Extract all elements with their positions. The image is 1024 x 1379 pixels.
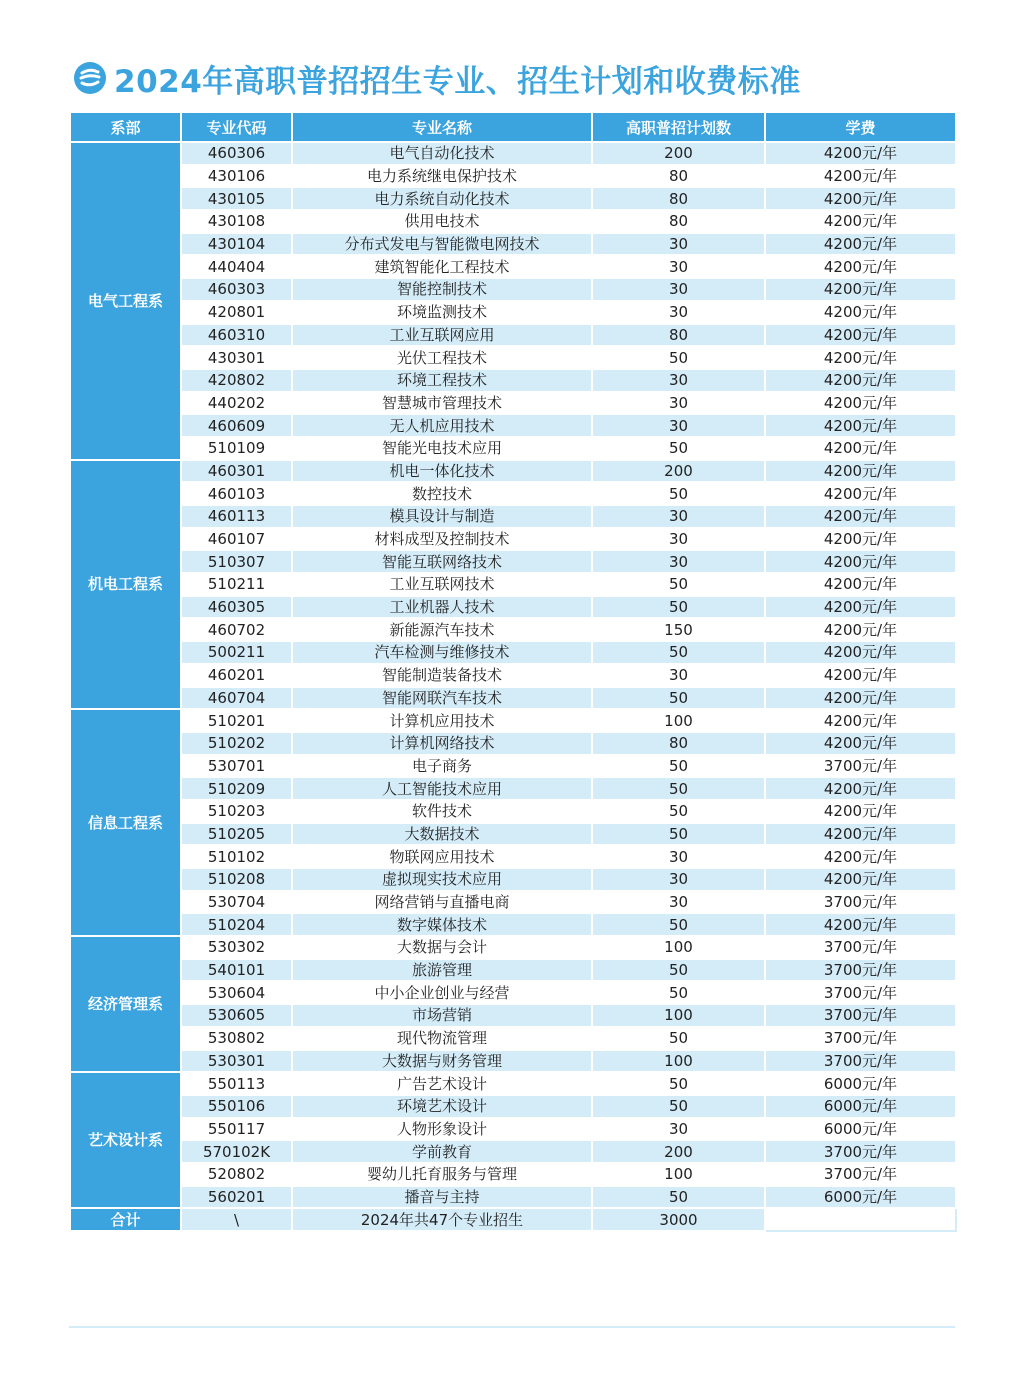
major-code-cell: 530605 xyxy=(181,1004,292,1027)
plan-count-cell: 100 xyxy=(592,1004,765,1027)
header-department: 系部 xyxy=(70,112,181,142)
tuition-cell: 4200元/年 xyxy=(765,777,956,800)
major-code-cell: 460201 xyxy=(181,664,292,687)
table-row xyxy=(70,550,956,573)
table-row xyxy=(70,1095,956,1118)
major-name-cell: 大数据与财务管理 xyxy=(292,1050,592,1073)
major-name-cell: 新能源汽车技术 xyxy=(292,618,592,641)
major-code-cell: 420801 xyxy=(181,301,292,324)
table-row xyxy=(70,278,956,301)
major-code-cell: 460103 xyxy=(181,482,292,505)
major-code-cell: 430108 xyxy=(181,210,292,233)
plan-count-cell: 30 xyxy=(592,301,765,324)
table-body xyxy=(70,142,956,1231)
major-code-cell: 430106 xyxy=(181,165,292,188)
tuition-cell: 4200元/年 xyxy=(765,369,956,392)
plan-count-cell: 30 xyxy=(592,550,765,573)
plan-count-cell: 100 xyxy=(592,1163,765,1186)
plan-count-cell: 80 xyxy=(592,732,765,755)
table-row xyxy=(70,414,956,437)
major-code-cell: 510211 xyxy=(181,573,292,596)
major-code-cell: 440404 xyxy=(181,255,292,278)
plan-count-cell: 80 xyxy=(592,210,765,233)
major-name-cell: 大数据技术 xyxy=(292,823,592,846)
table-row xyxy=(70,777,956,800)
major-code-cell: 460305 xyxy=(181,596,292,619)
major-name-cell: 物联网应用技术 xyxy=(292,845,592,868)
major-name-cell: 婴幼儿托育服务与管理 xyxy=(292,1163,592,1186)
total-summary-cell: 2024年共47个专业招生 xyxy=(292,1208,592,1231)
tuition-cell: 4200元/年 xyxy=(765,392,956,415)
major-name-cell: 工业互联网应用 xyxy=(292,324,592,347)
major-name-cell: 材料成型及控制技术 xyxy=(292,528,592,551)
major-code-cell: 510202 xyxy=(181,732,292,755)
table-row xyxy=(70,687,956,710)
plan-count-cell: 30 xyxy=(592,1118,765,1141)
total-label-cell: 合计 xyxy=(70,1208,181,1231)
tuition-cell: 4200元/年 xyxy=(765,233,956,256)
plan-count-cell: 200 xyxy=(592,460,765,483)
tuition-cell: 4200元/年 xyxy=(765,687,956,710)
table-row xyxy=(70,505,956,528)
tuition-cell: 4200元/年 xyxy=(765,346,956,369)
major-code-cell: 460301 xyxy=(181,460,292,483)
tuition-cell: 3700元/年 xyxy=(765,891,956,914)
plan-count-cell: 50 xyxy=(592,755,765,778)
major-name-cell: 数控技术 xyxy=(292,482,592,505)
table-row xyxy=(70,1140,956,1163)
department-name-cell: 信息工程系 xyxy=(70,709,181,936)
table-row xyxy=(70,732,956,755)
major-code-cell: 510204 xyxy=(181,913,292,936)
table-row xyxy=(70,437,956,460)
plan-count-cell: 80 xyxy=(592,324,765,347)
tuition-cell: 4200元/年 xyxy=(765,845,956,868)
tuition-cell: 4200元/年 xyxy=(765,618,956,641)
plan-count-cell: 30 xyxy=(592,233,765,256)
tuition-cell: 4200元/年 xyxy=(765,142,956,165)
major-code-cell: 510209 xyxy=(181,777,292,800)
major-code-cell: 460704 xyxy=(181,687,292,710)
plan-count-cell: 30 xyxy=(592,392,765,415)
plan-count-cell: 30 xyxy=(592,891,765,914)
major-code-cell: 550106 xyxy=(181,1095,292,1118)
major-code-cell: 510102 xyxy=(181,845,292,868)
plan-count-cell: 80 xyxy=(592,187,765,210)
major-code-cell: 460310 xyxy=(181,324,292,347)
table-row xyxy=(70,709,956,732)
tuition-cell: 4200元/年 xyxy=(765,732,956,755)
major-name-cell: 人工智能技术应用 xyxy=(292,777,592,800)
plan-count-cell: 50 xyxy=(592,777,765,800)
plan-count-cell: 30 xyxy=(592,845,765,868)
major-name-cell: 分布式发电与智能微电网技术 xyxy=(292,233,592,256)
table-row xyxy=(70,369,956,392)
major-name-cell: 无人机应用技术 xyxy=(292,414,592,437)
tuition-cell: 4200元/年 xyxy=(765,800,956,823)
plan-count-cell: 30 xyxy=(592,664,765,687)
tuition-cell: 4200元/年 xyxy=(765,255,956,278)
table-row xyxy=(70,596,956,619)
table-row xyxy=(70,1118,956,1141)
major-name-cell: 人物形象设计 xyxy=(292,1118,592,1141)
major-name-cell: 智能网联汽车技术 xyxy=(292,687,592,710)
page-title-bar xyxy=(74,52,801,104)
tuition-cell: 4200元/年 xyxy=(765,573,956,596)
major-name-cell: 环境监测技术 xyxy=(292,301,592,324)
table-row xyxy=(70,165,956,188)
plan-count-cell: 50 xyxy=(592,1186,765,1209)
table-row xyxy=(70,482,956,505)
major-name-cell: 数字媒体技术 xyxy=(292,913,592,936)
table-row xyxy=(70,959,956,982)
tuition-cell: 4200元/年 xyxy=(765,278,956,301)
tuition-cell: 3700元/年 xyxy=(765,1050,956,1073)
table-row xyxy=(70,1004,956,1027)
table-row xyxy=(70,301,956,324)
table-row xyxy=(70,891,956,914)
major-code-cell: 430104 xyxy=(181,233,292,256)
table-row xyxy=(70,187,956,210)
major-name-cell: 中小企业创业与经营 xyxy=(292,981,592,1004)
plan-count-cell: 50 xyxy=(592,573,765,596)
tuition-cell: 4200元/年 xyxy=(765,550,956,573)
plan-count-cell: 50 xyxy=(592,437,765,460)
major-name-cell: 环境艺术设计 xyxy=(292,1095,592,1118)
table-header-row xyxy=(70,112,956,142)
plan-count-cell: 50 xyxy=(592,1095,765,1118)
plan-count-cell: 50 xyxy=(592,823,765,846)
table-row xyxy=(70,936,956,959)
major-code-cell: 500211 xyxy=(181,641,292,664)
tuition-cell: 3700元/年 xyxy=(765,936,956,959)
table-row xyxy=(70,845,956,868)
table-row xyxy=(70,1050,956,1073)
major-code-cell: 430301 xyxy=(181,346,292,369)
department-name-cell: 机电工程系 xyxy=(70,460,181,710)
major-name-cell: 电力系统自动化技术 xyxy=(292,187,592,210)
tuition-cell: 3700元/年 xyxy=(765,1140,956,1163)
plan-count-cell: 50 xyxy=(592,959,765,982)
plan-count-cell: 30 xyxy=(592,369,765,392)
tuition-cell: 4200元/年 xyxy=(765,709,956,732)
tuition-cell: 4200元/年 xyxy=(765,641,956,664)
tuition-cell: 4200元/年 xyxy=(765,596,956,619)
plan-count-cell: 30 xyxy=(592,528,765,551)
major-code-cell: 420802 xyxy=(181,369,292,392)
plan-count-cell: 200 xyxy=(592,1140,765,1163)
major-name-cell: 模具设计与制造 xyxy=(292,505,592,528)
major-name-cell: 现代物流管理 xyxy=(292,1027,592,1050)
major-code-cell: 510203 xyxy=(181,800,292,823)
major-name-cell: 计算机应用技术 xyxy=(292,709,592,732)
major-code-cell: 570102K xyxy=(181,1140,292,1163)
table-row xyxy=(70,823,956,846)
plan-count-cell: 50 xyxy=(592,1072,765,1095)
table-row xyxy=(70,981,956,1004)
total-count-cell: 3000 xyxy=(592,1208,765,1231)
plan-count-cell: 30 xyxy=(592,505,765,528)
tuition-cell: 4200元/年 xyxy=(765,437,956,460)
major-name-cell: 智能互联网络技术 xyxy=(292,550,592,573)
department-name-cell: 电气工程系 xyxy=(70,142,181,460)
major-code-cell: 460306 xyxy=(181,142,292,165)
major-name-cell: 光伏工程技术 xyxy=(292,346,592,369)
major-code-cell: 460609 xyxy=(181,414,292,437)
tuition-cell: 6000元/年 xyxy=(765,1186,956,1209)
enrollment-plan-table xyxy=(69,111,957,1232)
major-code-cell: 460702 xyxy=(181,618,292,641)
tuition-cell: 6000元/年 xyxy=(765,1095,956,1118)
plan-count-cell: 30 xyxy=(592,278,765,301)
major-name-cell: 软件技术 xyxy=(292,800,592,823)
table-row xyxy=(70,142,956,165)
major-name-cell: 建筑智能化工程技术 xyxy=(292,255,592,278)
plan-count-cell: 50 xyxy=(592,346,765,369)
major-code-cell: 460107 xyxy=(181,528,292,551)
plan-count-cell: 30 xyxy=(592,414,765,437)
table-row xyxy=(70,528,956,551)
major-code-cell: 530704 xyxy=(181,891,292,914)
department-name-cell: 经济管理系 xyxy=(70,936,181,1072)
tuition-cell: 3700元/年 xyxy=(765,1027,956,1050)
major-name-cell: 电力系统继电保护技术 xyxy=(292,165,592,188)
table-row xyxy=(70,324,956,347)
table-row xyxy=(70,1186,956,1209)
major-code-cell: 530301 xyxy=(181,1050,292,1073)
college-logo-icon xyxy=(74,62,106,94)
page-title: 2024年高职普招招生专业、招生计划和收费标准 xyxy=(114,63,801,100)
table-row xyxy=(70,233,956,256)
major-name-cell: 环境工程技术 xyxy=(292,369,592,392)
plan-count-cell: 50 xyxy=(592,596,765,619)
major-name-cell: 电气自动化技术 xyxy=(292,142,592,165)
total-code-cell: \ xyxy=(181,1208,292,1231)
table-row xyxy=(70,392,956,415)
tuition-cell: 4200元/年 xyxy=(765,913,956,936)
major-name-cell: 智慧城市管理技术 xyxy=(292,392,592,415)
table-row xyxy=(70,573,956,596)
major-code-cell: 550117 xyxy=(181,1118,292,1141)
table-row xyxy=(70,868,956,891)
plan-count-cell: 50 xyxy=(592,1027,765,1050)
tuition-cell: 4200元/年 xyxy=(765,301,956,324)
header-plan-count: 高职普招计划数 xyxy=(592,112,765,142)
tuition-cell: 4200元/年 xyxy=(765,165,956,188)
tuition-cell: 3700元/年 xyxy=(765,959,956,982)
major-code-cell: 460113 xyxy=(181,505,292,528)
plan-count-cell: 50 xyxy=(592,913,765,936)
major-name-cell: 网络营销与直播电商 xyxy=(292,891,592,914)
major-name-cell: 广告艺术设计 xyxy=(292,1072,592,1095)
major-code-cell: 430105 xyxy=(181,187,292,210)
table-row xyxy=(70,1163,956,1186)
tuition-cell: 3700元/年 xyxy=(765,981,956,1004)
table-row xyxy=(70,641,956,664)
table-row xyxy=(70,1072,956,1095)
tuition-cell: 3700元/年 xyxy=(765,1163,956,1186)
plan-count-cell: 50 xyxy=(592,800,765,823)
plan-count-cell: 200 xyxy=(592,142,765,165)
major-code-cell: 460303 xyxy=(181,278,292,301)
major-name-cell: 旅游管理 xyxy=(292,959,592,982)
plan-count-cell: 100 xyxy=(592,709,765,732)
plan-count-cell: 100 xyxy=(592,936,765,959)
major-code-cell: 510205 xyxy=(181,823,292,846)
table-bottom-border xyxy=(69,1326,955,1328)
plan-count-cell: 30 xyxy=(592,255,765,278)
plan-count-cell: 50 xyxy=(592,981,765,1004)
total-row xyxy=(70,1208,956,1231)
tuition-cell: 4200元/年 xyxy=(765,414,956,437)
table-row xyxy=(70,755,956,778)
tuition-cell: 4200元/年 xyxy=(765,823,956,846)
plan-count-cell: 150 xyxy=(592,618,765,641)
major-name-cell: 机电一体化技术 xyxy=(292,460,592,483)
major-name-cell: 汽车检测与维修技术 xyxy=(292,641,592,664)
plan-count-cell: 30 xyxy=(592,868,765,891)
major-name-cell: 智能光电技术应用 xyxy=(292,437,592,460)
tuition-cell: 4200元/年 xyxy=(765,460,956,483)
major-code-cell: 510201 xyxy=(181,709,292,732)
major-code-cell: 520802 xyxy=(181,1163,292,1186)
tuition-cell: 6000元/年 xyxy=(765,1118,956,1141)
tuition-cell: 3700元/年 xyxy=(765,755,956,778)
tuition-cell: 4200元/年 xyxy=(765,324,956,347)
major-code-cell: 510109 xyxy=(181,437,292,460)
total-fee-cell xyxy=(765,1208,956,1231)
table-row xyxy=(70,460,956,483)
table-row xyxy=(70,664,956,687)
major-name-cell: 智能控制技术 xyxy=(292,278,592,301)
major-code-cell: 510208 xyxy=(181,868,292,891)
major-code-cell: 550113 xyxy=(181,1072,292,1095)
header-major-name: 专业名称 xyxy=(292,112,592,142)
header-tuition: 学费 xyxy=(765,112,956,142)
major-code-cell: 540101 xyxy=(181,959,292,982)
plan-count-cell: 50 xyxy=(592,482,765,505)
plan-count-cell: 100 xyxy=(592,1050,765,1073)
tuition-cell: 4200元/年 xyxy=(765,868,956,891)
major-code-cell: 510307 xyxy=(181,550,292,573)
table-row xyxy=(70,346,956,369)
major-name-cell: 学前教育 xyxy=(292,1140,592,1163)
table-row xyxy=(70,1027,956,1050)
tuition-cell: 4200元/年 xyxy=(765,664,956,687)
tuition-cell: 4200元/年 xyxy=(765,528,956,551)
major-name-cell: 大数据与会计 xyxy=(292,936,592,959)
tuition-cell: 3700元/年 xyxy=(765,1004,956,1027)
plan-count-cell: 50 xyxy=(592,641,765,664)
major-name-cell: 播音与主持 xyxy=(292,1186,592,1209)
header-major-code: 专业代码 xyxy=(181,112,292,142)
tuition-cell: 4200元/年 xyxy=(765,482,956,505)
department-name-cell: 艺术设计系 xyxy=(70,1072,181,1208)
major-name-cell: 供用电技术 xyxy=(292,210,592,233)
tuition-cell: 4200元/年 xyxy=(765,187,956,210)
major-name-cell: 电子商务 xyxy=(292,755,592,778)
table-row xyxy=(70,210,956,233)
table-row xyxy=(70,800,956,823)
major-name-cell: 市场营销 xyxy=(292,1004,592,1027)
major-name-cell: 虚拟现实技术应用 xyxy=(292,868,592,891)
major-name-cell: 计算机网络技术 xyxy=(292,732,592,755)
plan-count-cell: 50 xyxy=(592,687,765,710)
major-code-cell: 560201 xyxy=(181,1186,292,1209)
major-name-cell: 智能制造装备技术 xyxy=(292,664,592,687)
tuition-cell: 4200元/年 xyxy=(765,505,956,528)
tuition-cell: 6000元/年 xyxy=(765,1072,956,1095)
table-row xyxy=(70,255,956,278)
major-code-cell: 530701 xyxy=(181,755,292,778)
major-code-cell: 530802 xyxy=(181,1027,292,1050)
major-name-cell: 工业机器人技术 xyxy=(292,596,592,619)
table-row xyxy=(70,913,956,936)
plan-count-cell: 80 xyxy=(592,165,765,188)
table-row xyxy=(70,618,956,641)
major-name-cell: 工业互联网技术 xyxy=(292,573,592,596)
major-code-cell: 440202 xyxy=(181,392,292,415)
major-code-cell: 530302 xyxy=(181,936,292,959)
major-code-cell: 530604 xyxy=(181,981,292,1004)
tuition-cell: 4200元/年 xyxy=(765,210,956,233)
